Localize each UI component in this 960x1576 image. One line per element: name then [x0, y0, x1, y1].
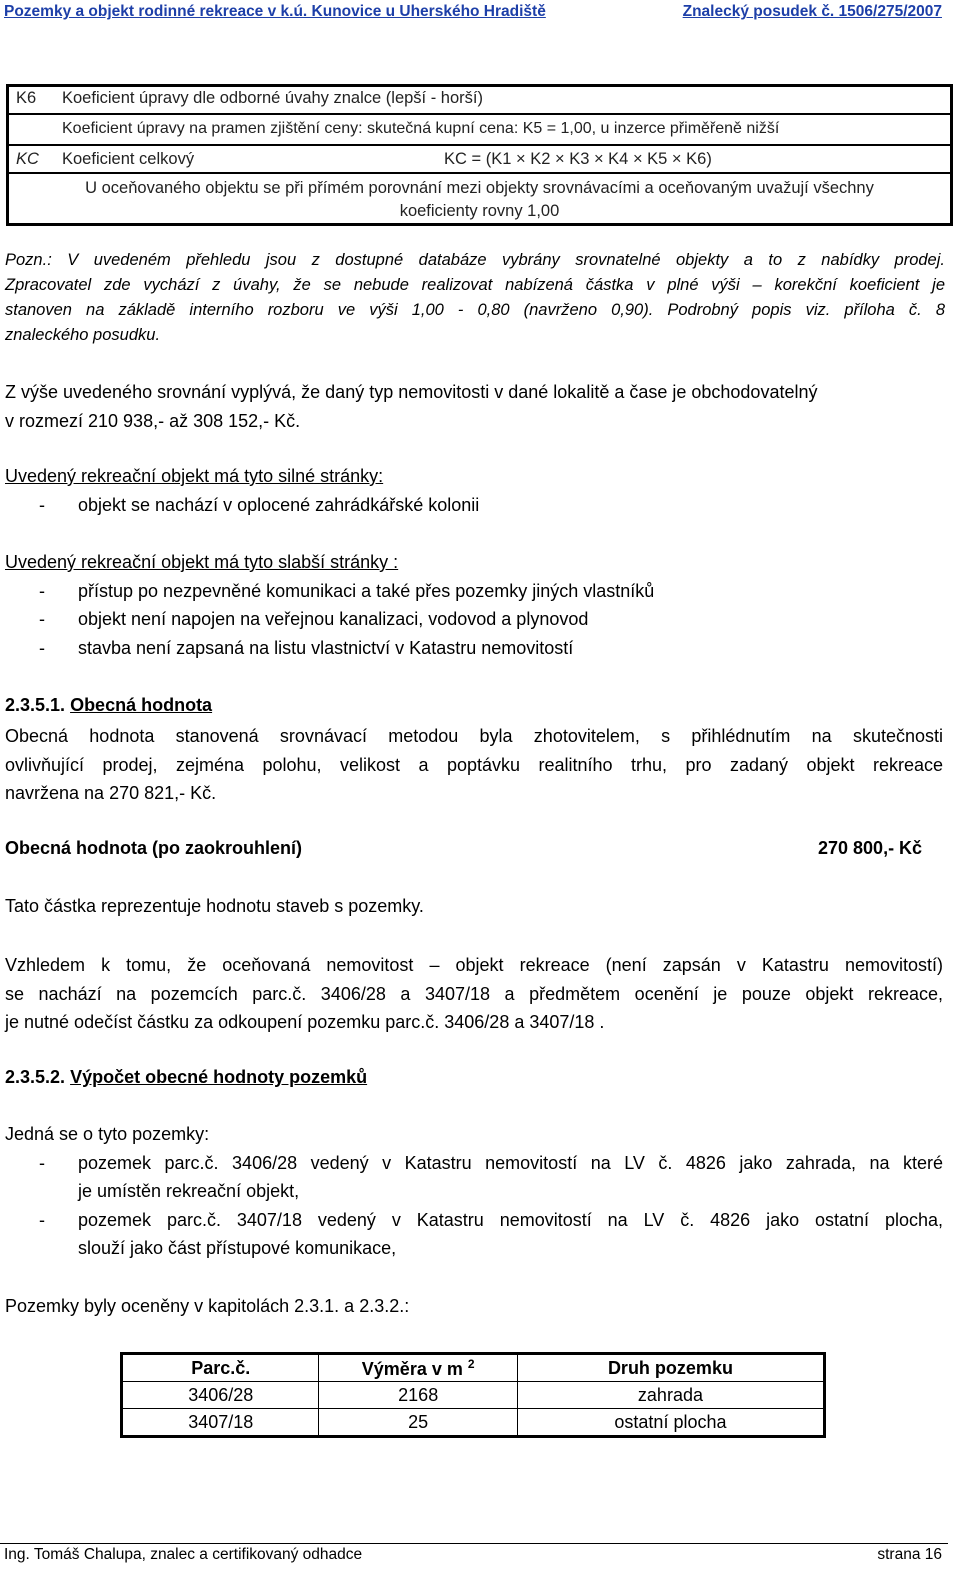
section-title: Výpočet obecné hodnoty pozemků [70, 1067, 368, 1087]
footer-divider [0, 1543, 948, 1544]
bullet-dash: - [39, 581, 45, 601]
page-header [0, 0, 960, 23]
column-header-area [319, 1354, 517, 1382]
table-cell: 3406/28 [122, 1382, 319, 1409]
kc-formula: KC = (K1 × K2 × K3 × K4 × K5 × K6) [444, 150, 712, 168]
section-number: 2.3.5.1. [5, 695, 66, 715]
column-header-parcel: Parc.č. [122, 1354, 319, 1382]
table-cell: zahrada [517, 1382, 824, 1409]
note-line: stanoven na základě interního rozboru ve výši 1,00 - 0,80 (navrženo 0,90). Podrobný popis viz. příloha č. 8 [5, 301, 945, 319]
column-header-land-type: Druh pozemku [517, 1354, 824, 1382]
paragraph-line: Vzhledem k tomu, že oceňovaná nemovitost – objekt rekreace (není zapsán v Katastru nemovitostí) [5, 955, 943, 975]
paragraph-line: se nachází na pozemcích parc.č. 3406/28 a 3407/18 a předmětem ocenění je pouze objekt rekreace, [5, 983, 943, 1004]
table-cell: 3407/18 [122, 1409, 319, 1437]
source-coefficient-text: Koeficient úpravy na pramen zjištění ceny: skutečná kupní cena: K5 = 1,00, u inzerce přiměřeně nižší [62, 120, 780, 137]
list-item-text: slouží jako část přístupové komunikace, [78, 1238, 397, 1258]
deduction-paragraph [5, 951, 943, 1037]
row-divider [6, 172, 953, 174]
list-item-text: přístup po nezpevněné komunikaci a také přes pozemky jiných vlastníků [78, 581, 655, 601]
range-paragraph [5, 378, 943, 435]
paragraph-line: ovlivňující prodej, zejména polohu, velikost a poptávku realitního trhu, pro zadaný objekt rekreace [5, 754, 943, 775]
rounded-value-label: Obecná hodnota (po zaokrouhlení) [5, 838, 302, 858]
list-item-text: objekt se nachází v oplocené zahrádkářské kolonii [78, 495, 480, 515]
table-header-row [122, 1354, 825, 1382]
note-line: znaleckého posudku. [5, 326, 161, 344]
weaknesses-heading: Uvedený rekreační objekt má tyto slabší stránky : [5, 552, 399, 572]
footer-page-number: strana 16 [877, 1546, 942, 1563]
section-title: Obecná hodnota [70, 695, 213, 715]
note-line: Pozn.: V uvedeném přehledu jsou z dostupné databáze vybrány srovnatelné objekty a to z nabídky prodej. [5, 251, 945, 269]
bullet-dash: - [39, 609, 45, 629]
table-cell: 2168 [319, 1382, 517, 1409]
paragraph-line: je nutné odečíst částku za odkoupení pozemku parc.č. 3406/28 a 3407/18 . [5, 1012, 605, 1033]
note-line: Zpracovatel zde vychází z úvahy, že se nebude realizovat nabízená částka v plné výši – korekční koeficient je [5, 276, 945, 294]
header-report-number: Znalecký posudek č. 1506/275/2007 [682, 3, 942, 20]
list-item-text: pozemek parc.č. 3406/28 vedený v Katastru nemovitostí na LV č. 4826 jako zahrada, na které [78, 1153, 943, 1173]
range-line: v rozmezí 210 938,- až 308 152,- Kč. [5, 410, 301, 431]
k6-description: Koeficient úpravy dle odborné úvahy znalce (lepší - horší) [62, 89, 483, 107]
rounded-value-amount: 270 800,- Kč [818, 838, 923, 858]
row-divider [6, 113, 953, 115]
list-item-text: pozemek parc.č. 3407/18 vedený v Katastru nemovitostí na LV č. 4826 jako ostatní plocha, [78, 1210, 943, 1230]
kc-description: Koeficient celkový [62, 150, 195, 168]
strengths-heading: Uvedený rekreační objekt má tyto silné stránky: [5, 466, 384, 486]
list-item-text: stavba není zapsaná na listu vlastnictví v Katastru nemovitostí [78, 638, 574, 658]
coefficients-summary-line1: U oceňovaného objektu se při přímém porovnání mezi objekty srovnávacími a oceňovaným uvažují všechny [85, 179, 874, 197]
note-paragraph [5, 248, 945, 348]
general-value-paragraph [5, 722, 943, 808]
area-header-superscript: 2 [467, 1356, 475, 1371]
table-row [122, 1382, 825, 1409]
bullet-dash: - [39, 638, 45, 658]
bullet-dash: - [39, 1153, 45, 1173]
parcel-table [120, 1352, 826, 1438]
section-heading-2352 [5, 1067, 367, 1088]
bullet-dash: - [39, 1210, 45, 1230]
paragraph-line: Obecná hodnota stanovená srovnávací metodou byla zhotovitelem, s přihlédnutím na skutečnosti [5, 726, 943, 746]
parcels-intro: Jedná se o tyto pozemky: [5, 1124, 210, 1144]
list-item-text: objekt není napojen na veřejnou kanalizaci, vodovod a plynovod [78, 609, 589, 629]
paragraph-line: navržena na 270 821,- Kč. [5, 783, 217, 804]
k6-code: K6 [16, 89, 37, 107]
valued-text: Pozemky byly oceněny v kapitolách 2.3.1. a 2.3.2.: [5, 1296, 410, 1316]
kc-code: KC [16, 150, 39, 168]
range-line: Z výše uvedeného srovnání vyplývá, že daný typ nemovitosti v dané lokalitě a čase je obchodovatelný [5, 382, 818, 402]
represents-text: Tato částka reprezentuje hodnotu staveb s pozemky. [5, 896, 424, 916]
table-cell: 25 [319, 1409, 517, 1437]
row-divider [6, 144, 953, 146]
section-number: 2.3.5.2. [5, 1067, 66, 1087]
coefficients-table [6, 84, 953, 224]
section-heading-2351 [5, 695, 212, 716]
footer-author: Ing. Tomáš Chalupa, znalec a certifikovaný odhadce [4, 1546, 363, 1563]
area-header-label: Výměra v m [361, 1358, 463, 1379]
table-row [122, 1409, 825, 1437]
table-cell: ostatní plocha [517, 1409, 824, 1437]
coefficients-summary-line2: koeficienty rovny 1,00 [399, 202, 560, 220]
bullet-dash: - [39, 495, 45, 515]
header-document-title: Pozemky a objekt rodinné rekreace v k.ú. Kunovice u Uherského Hradiště [4, 3, 546, 20]
list-item-text: je umístěn rekreační objekt, [78, 1181, 300, 1201]
